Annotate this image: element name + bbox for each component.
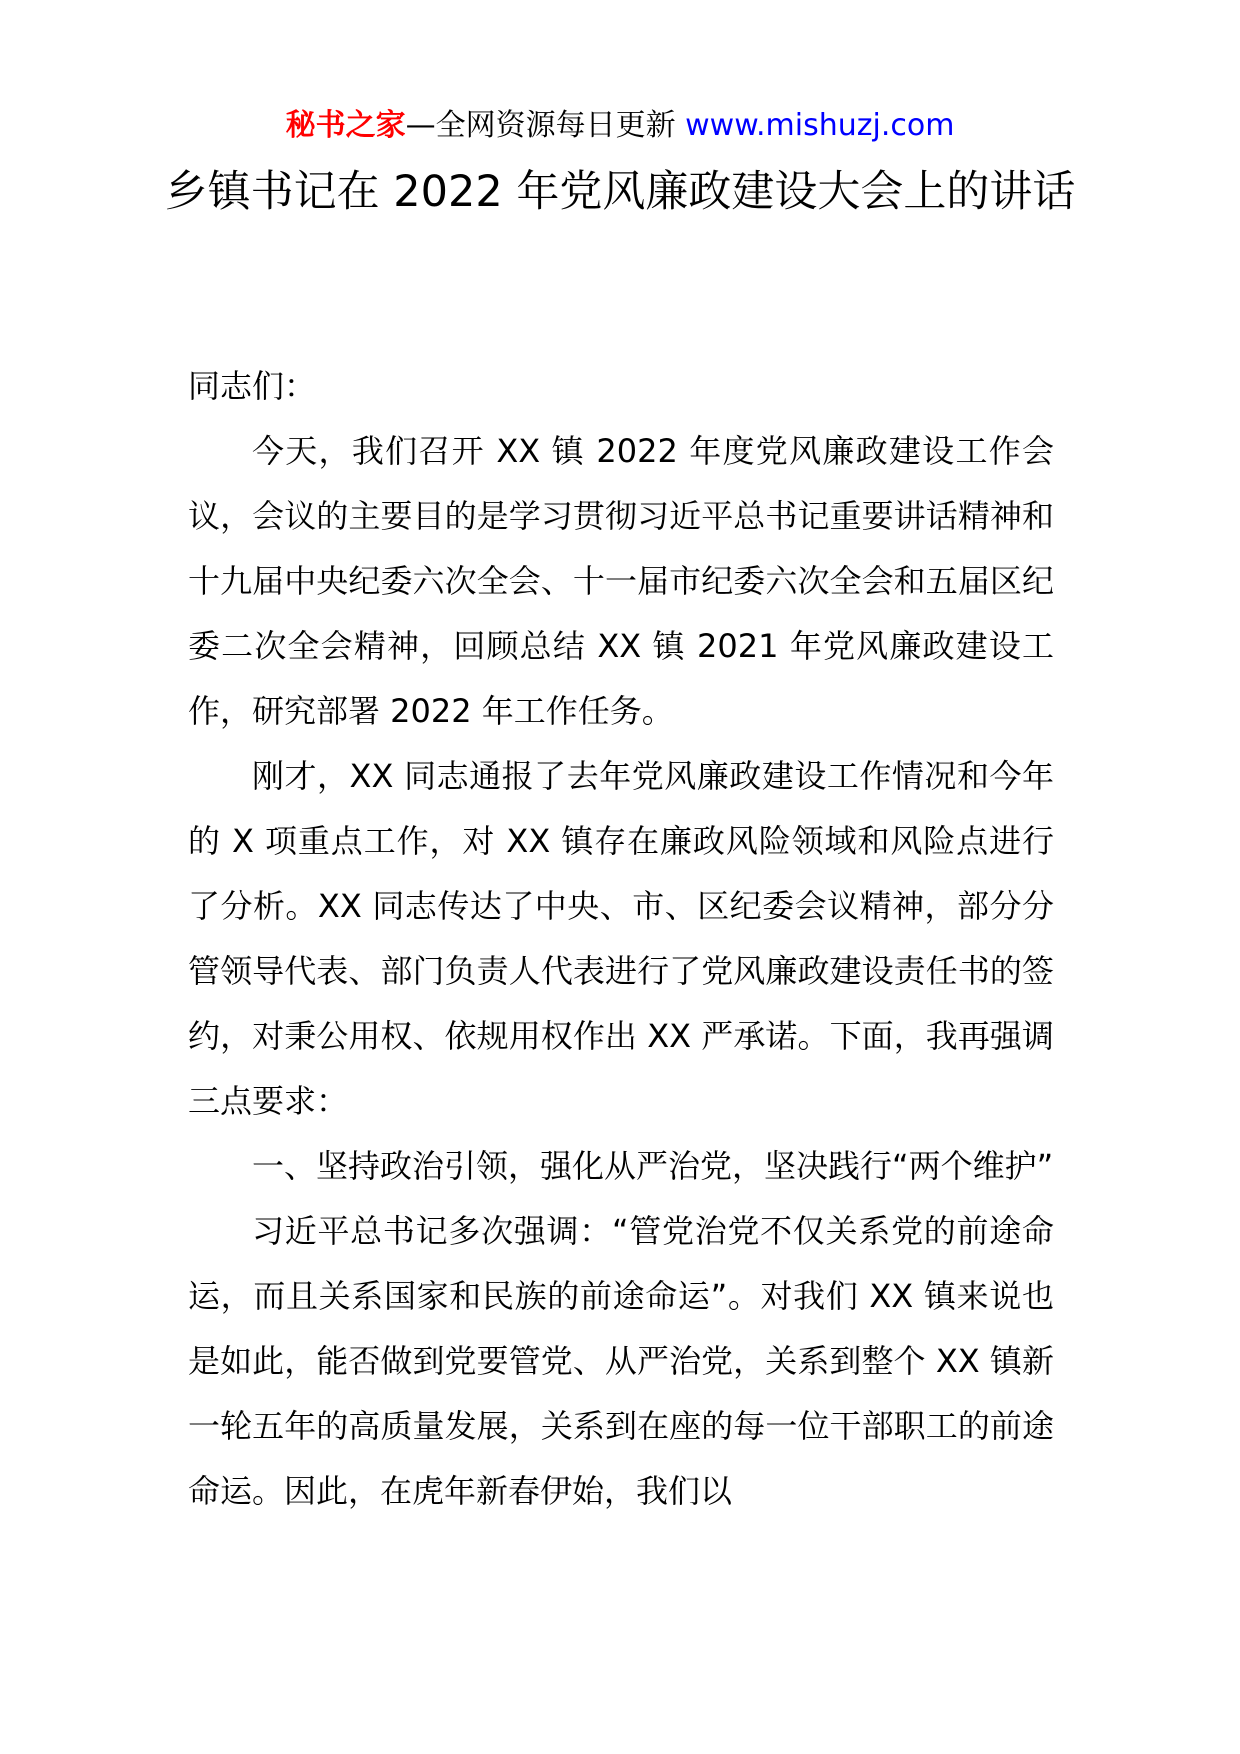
site-tagline: —全网资源每日更新 [405,108,676,143]
paragraph-opening: 今天，我们召开 XX 镇 2022 年度党风廉政建设工作会议，会议的主要目的是学习贯彻习近平总书记重要讲话精神和十九届中央纪委六次全会、十一届市纪委六次全会和五届区纪委二次全会精神，回顾总结 XX 镇 2021 年党风廉政建设工作，研究部署 2022 年工作任务。 [188,432,1054,730]
site-url-link[interactable]: www.mishuzj.com [685,108,955,143]
salutation: 同志们： [188,367,317,405]
site-header [0,104,1240,148]
document-title: 乡镇书记在 2022 年党风廉政建设大会上的讲话 [164,167,1076,217]
paragraph-review: 刚才，XX 同志通报了去年党风廉政建设工作情况和今年的 X 项重点工作，对 XX 镇存在廉政风险领域和风险点进行了分析。XX 同志传达了中央、市、区纪委会议精神，部分分管领导代表、部门负责人代表进行了党风廉政建设责任书的签约，对秉公用权、依规用权作出 XX 严承诺。下面，我再强调三点要求： [188,757,1054,1120]
paragraph-section-1: 习近平总书记多次强调：“管党治党不仅关系党的前途命运，而且关系国家和民族的前途命运”。对我们 XX 镇来说也是如此，能否做到党要管党、从严治党，关系到整个 XX 镇新一轮五年的高质量发展，关系到在座的每一位干部职工的前途命运。因此，在虎年新春伊始，我们以 [188,1212,1054,1510]
brand-name: 秘书之家 [285,108,406,143]
document-body [188,354,1054,1524]
section-heading-1: 一、坚持政治引领，强化从严治党，坚决践行“两个维护” [252,1147,1054,1185]
